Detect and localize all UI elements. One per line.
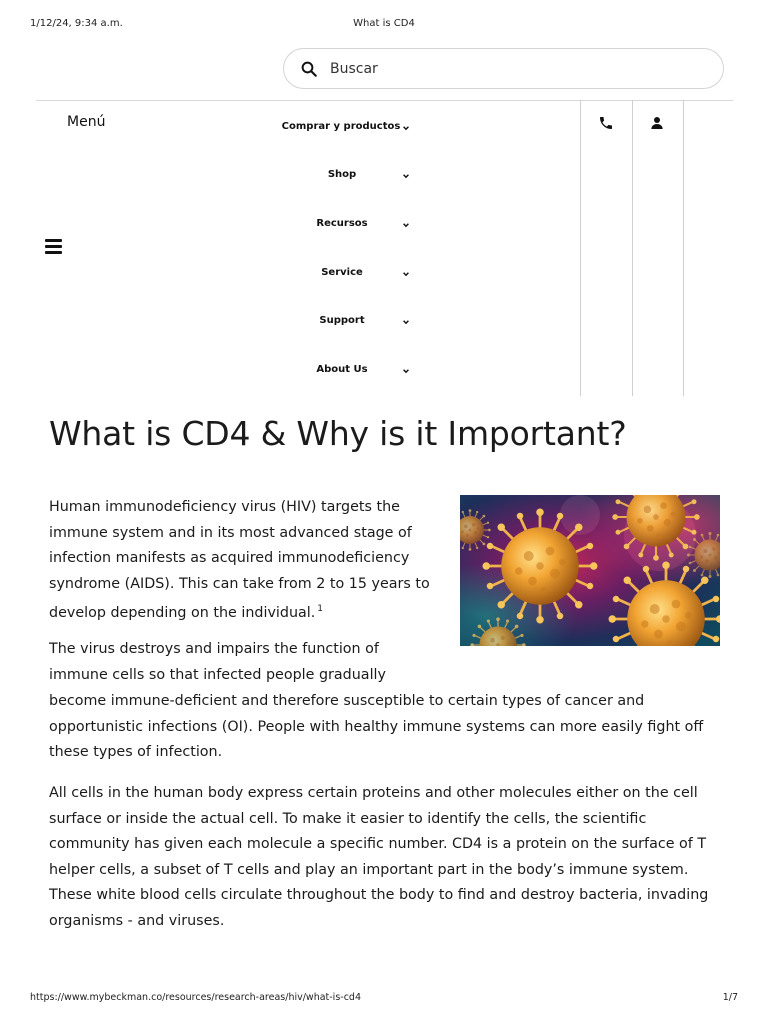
print-doc-title: What is CD4 — [353, 18, 415, 29]
search-bar[interactable] — [283, 48, 724, 89]
page-url: https://www.mybeckman.co/resources/research-areas/hiv/what-is-cd4 — [30, 992, 362, 1003]
phone-icon[interactable] — [598, 115, 614, 131]
nav-item-recursos[interactable] — [270, 213, 420, 237]
chevron-down-icon — [402, 124, 410, 132]
header-divider — [36, 100, 733, 101]
utility-divider — [632, 100, 633, 396]
menu-label[interactable]: Menú — [67, 114, 106, 130]
nav-item-label: Recursos — [316, 218, 368, 229]
chevron-down-icon — [402, 318, 410, 326]
article-paragraph-2-end: become immune-deficient and therefore susceptible to certain types of cancer and opportunistic infections (OI). People with healthy immune systems can more easily fight off these types of infection. — [49, 693, 704, 760]
nav-item-label: Service — [321, 267, 363, 278]
chevron-down-icon — [402, 221, 410, 229]
chevron-down-icon — [402, 270, 410, 278]
nav-item-label: Support — [319, 315, 365, 326]
nav-item-comprar-y-productos[interactable] — [270, 116, 420, 140]
article-paragraph-1 — [49, 495, 439, 627]
print-footer — [30, 992, 738, 1006]
search-icon[interactable] — [300, 60, 318, 78]
page-number: 1/7 — [722, 992, 738, 1003]
article-paragraph-3: All cells in the human body express certain proteins and other molecules either on the cell surface or inside the actual cell. To make it easier to identify the cells, the scientific community has given each molecule a specific number. CD4 is a protein on the surface of T helper cells, a subset of T cells and play an important part in the body’s immune system. These white blood cells circulate throughout the body to find and destroy bacteria, invading organisms - and viruses. — [49, 785, 709, 929]
nav-item-support[interactable] — [270, 310, 420, 334]
print-header — [30, 18, 738, 32]
nav-item-shop[interactable] — [270, 164, 420, 188]
search-input[interactable] — [330, 58, 690, 80]
chevron-down-icon — [402, 367, 410, 375]
nav-item-label: Comprar y productos — [281, 121, 401, 132]
article-paragraph-2-start: The virus destroys and impairs the function of immune cells so that infected people gradually — [49, 641, 386, 683]
nav-item-label: About Us — [316, 364, 368, 375]
nav-item-about-us[interactable] — [270, 359, 420, 383]
paragraph-text: Human immunodeficiency virus (HIV) targets the immune system and in its most advanced stage of infection manifests as acquired immunodeficiency syndrome (AIDS). This can take from 2 to 15 years to develop depending on the individual. — [49, 499, 430, 621]
chevron-down-icon — [402, 172, 410, 180]
hamburger-menu-icon[interactable] — [45, 239, 62, 255]
nav-item-service[interactable] — [270, 262, 420, 286]
utility-divider — [683, 100, 684, 396]
utility-divider — [580, 100, 581, 396]
nav-item-label: Shop — [327, 169, 357, 180]
page-title: What is CD4 & Why is it Important? — [49, 414, 627, 453]
user-icon[interactable] — [649, 115, 665, 131]
hiv-virus-illustration — [460, 495, 720, 646]
print-datetime: 1/12/24, 9:34 a.m. — [30, 18, 123, 29]
footnote-ref[interactable]: 1 — [317, 604, 324, 614]
